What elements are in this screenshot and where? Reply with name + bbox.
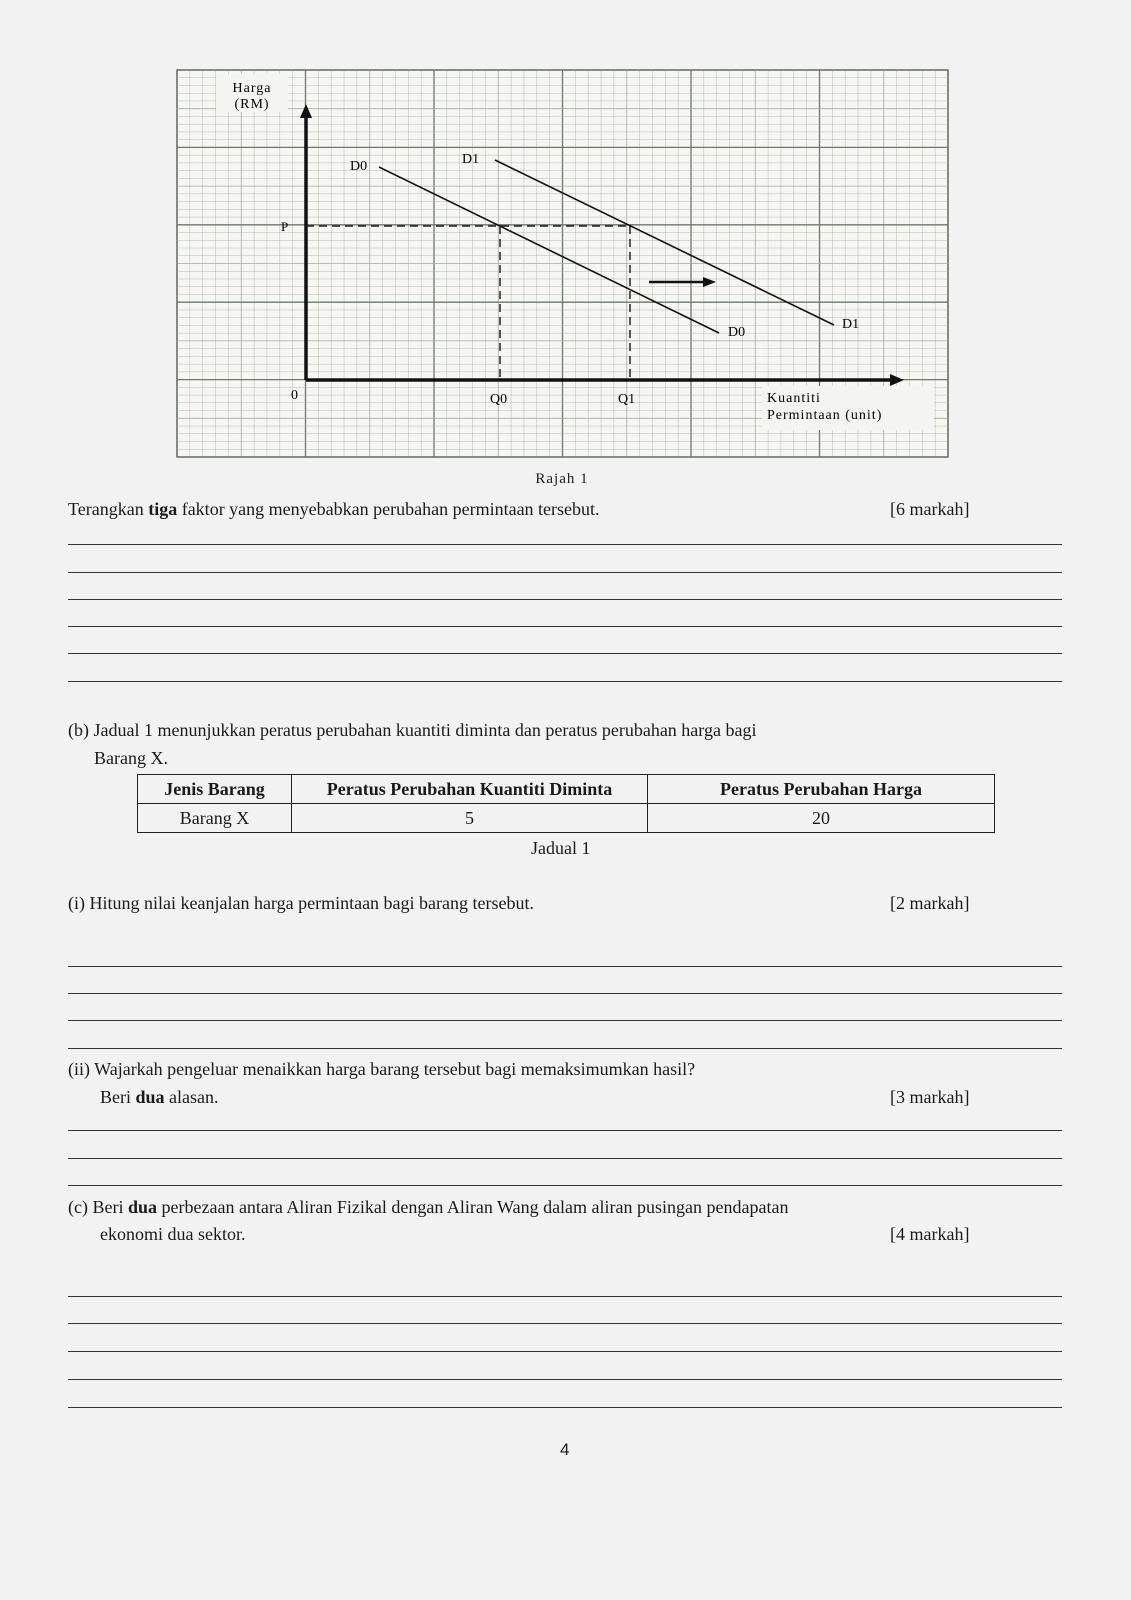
price-label: P: [281, 219, 289, 234]
question-b-line2: Barang X.: [94, 748, 168, 768]
table-cell: 20: [648, 804, 995, 833]
origin-label: 0: [291, 388, 298, 403]
question-b-i-marks: [2 markah]: [890, 893, 970, 913]
page-number: 4: [560, 1440, 570, 1459]
d0-start-label: D0: [350, 159, 368, 174]
answer-line[interactable]: [68, 1296, 1062, 1297]
question-b-line1: (b) Jadual 1 menunjukkan peratus perubahan kuantiti diminta dan peratus perubahan harga bagi: [68, 720, 757, 740]
answer-line[interactable]: [68, 544, 1062, 545]
d1-end-label: D1: [842, 317, 860, 332]
demand-shift-diagram: [0, 0, 1131, 495]
table-row: [138, 804, 995, 833]
question-c-marks: [4 markah]: [890, 1224, 970, 1244]
jadual-1-table: [137, 774, 995, 833]
answer-line[interactable]: [68, 1158, 1062, 1159]
table-cell: Barang X: [138, 804, 292, 833]
answer-line[interactable]: [68, 653, 1062, 654]
question-b-ii-marks: [3 markah]: [890, 1087, 970, 1107]
table-header: Jenis Barang: [138, 775, 292, 804]
table-header: Peratus Perubahan Kuantiti Diminta: [292, 775, 648, 804]
table-header-row: [138, 775, 995, 804]
question-c-line2: ekonomi dua sektor.: [100, 1224, 246, 1244]
question-b-ii-line1: (ii) Wajarkah pengeluar menaikkan harga barang tersebut bagi memaksimumkan hasil?: [68, 1059, 696, 1079]
question-b-i-text: (i) Hitung nilai keanjalan harga permintaan bagi barang tersebut.: [68, 893, 534, 913]
question-c-line1: (c) Beri dua perbezaan antara Aliran Fizikal dengan Aliran Wang dalam aliran pusingan pendapatan: [68, 1197, 789, 1217]
answer-line[interactable]: [68, 1379, 1062, 1380]
y-axis-label-2: (RM): [234, 97, 270, 112]
figure-caption: Rajah 1: [535, 471, 589, 487]
table-header: Peratus Perubahan Harga: [648, 775, 995, 804]
y-axis-label-1: Harga: [232, 81, 272, 96]
question-b-ii-line2: Beri dua alasan.: [100, 1087, 219, 1107]
question-a-text: Terangkan tiga faktor yang menyebabkan perubahan permintaan tersebut.: [68, 499, 600, 519]
answer-line[interactable]: [68, 1130, 1062, 1131]
answer-line[interactable]: [68, 626, 1062, 627]
d0-end-label: D0: [728, 325, 746, 340]
answer-line[interactable]: [68, 572, 1062, 573]
answer-line[interactable]: [68, 993, 1062, 994]
q1-label: Q1: [618, 392, 636, 407]
question-a-marks: [6 markah]: [890, 499, 970, 519]
x-axis-label-2: Permintaan (unit): [767, 408, 883, 423]
answer-line[interactable]: [68, 1185, 1062, 1186]
answer-line[interactable]: [68, 966, 1062, 967]
answer-line[interactable]: [68, 1048, 1062, 1049]
answer-line[interactable]: [68, 1323, 1062, 1324]
x-axis-label-1: Kuantiti: [767, 391, 821, 406]
answer-line[interactable]: [68, 1407, 1062, 1408]
table-cell: 5: [292, 804, 648, 833]
q0-label: Q0: [490, 392, 508, 407]
answer-line[interactable]: [68, 1020, 1062, 1021]
d1-start-label: D1: [462, 152, 480, 167]
answer-line[interactable]: [68, 1351, 1062, 1352]
answer-line[interactable]: [68, 599, 1062, 600]
table-caption: Jadual 1: [531, 838, 591, 858]
answer-line[interactable]: [68, 681, 1062, 682]
